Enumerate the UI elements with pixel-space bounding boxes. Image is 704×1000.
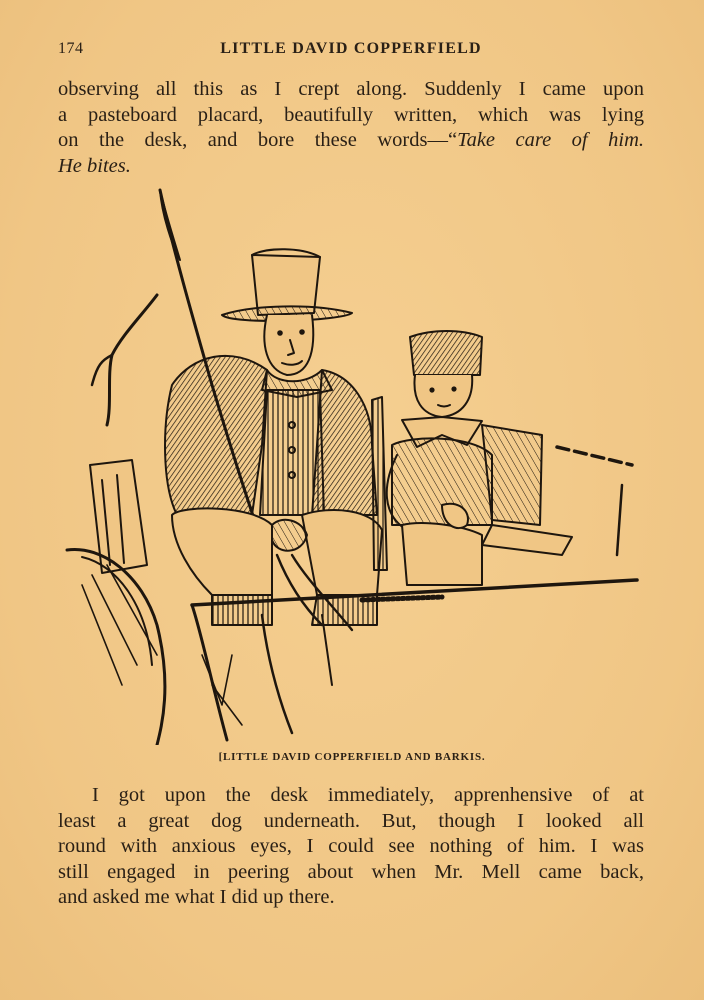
- text-line: I got upon the desk immediately, apprenhensive of at: [92, 784, 644, 806]
- text-line: round with anxious eyes, I could see nothing of him. I was: [58, 835, 644, 858]
- text-line-roman: on the desk, and bore these words—“: [58, 129, 458, 152]
- running-head: LITTLE DAVID COPPERFIELD: [220, 40, 482, 57]
- italic-quote: Take care of him.: [457, 129, 644, 152]
- italic-quote-end: He bites.: [58, 154, 131, 177]
- text-line: least a great dog underneath. But, though I looked all: [58, 809, 644, 832]
- paragraph-1: [58, 77, 644, 179]
- engraving-illustration: [62, 185, 642, 745]
- illustration-caption: [LITTLE DAVID COPPERFIELD AND BARKIS.: [218, 751, 486, 763]
- text-line: and asked me what I did up there.: [58, 886, 335, 909]
- page-header: [58, 36, 644, 62]
- text-line: still engaged in peering about when Mr. Mell came back,: [58, 860, 644, 883]
- text-line: observing all this as I crept along. Suddenly I came upon: [58, 78, 644, 100]
- text-line: a pasteboard placard, beautifully written, which was lying: [58, 103, 644, 126]
- text-line: [58, 128, 644, 154]
- page-number: 174: [58, 40, 84, 57]
- paragraph-2: [58, 783, 644, 911]
